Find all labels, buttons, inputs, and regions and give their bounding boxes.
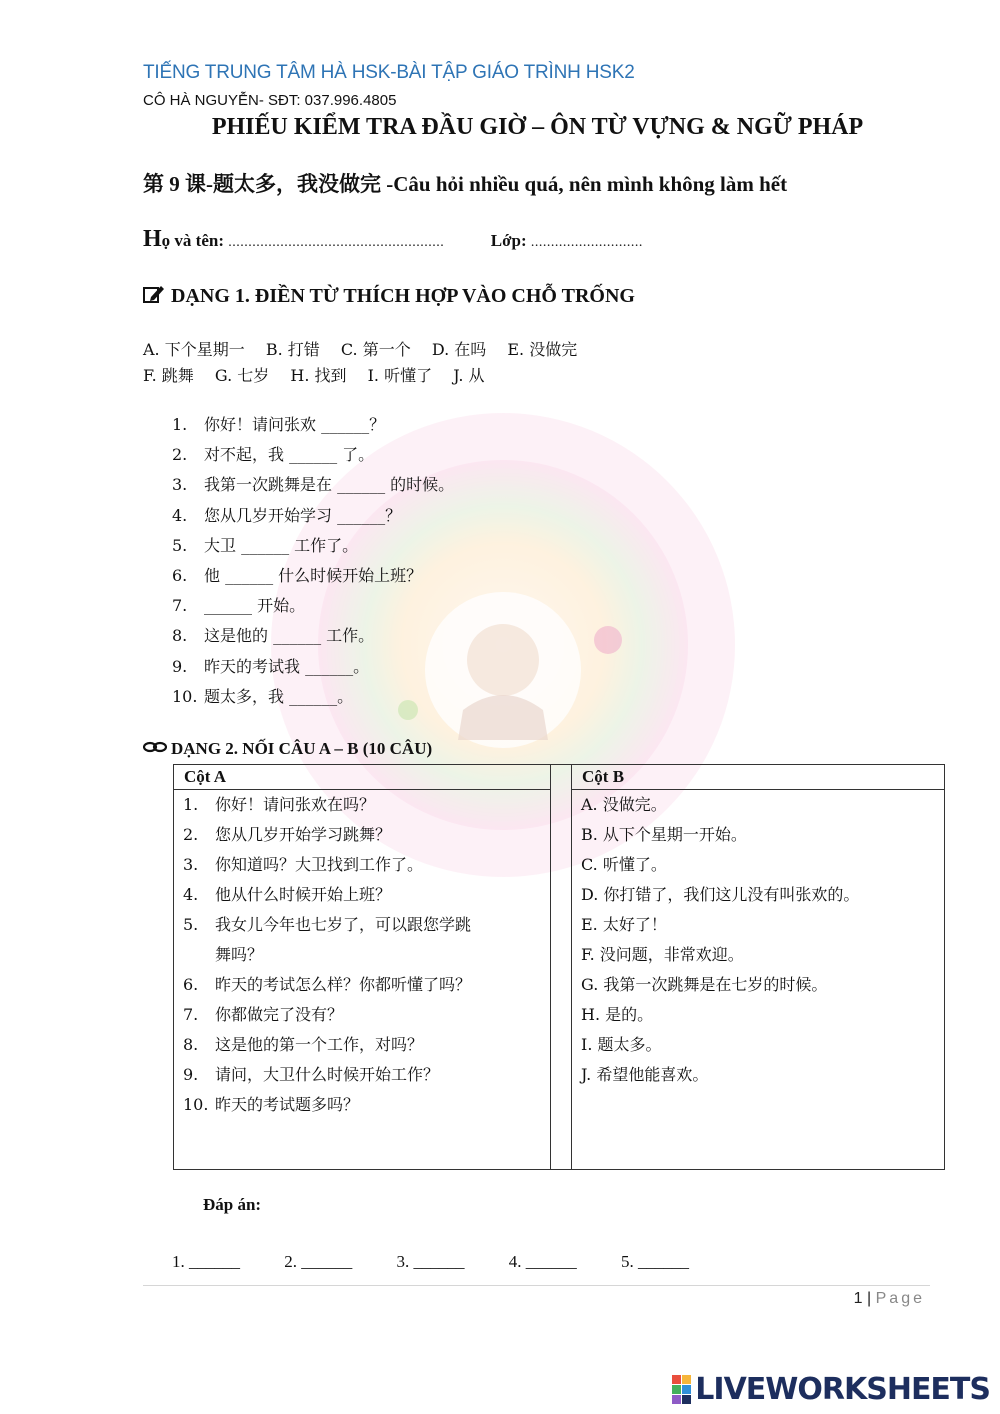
question-number: 9. (172, 656, 188, 676)
class-field[interactable]: ............................ (530, 235, 643, 250)
question-text: 你好！请问张欢 ______？ (204, 415, 386, 434)
question-number: 6. (172, 565, 188, 585)
match-item-b[interactable]: G. 我第一次跳舞是在七岁的时候。 (581, 975, 828, 994)
question-text: 这是他的 ______ 工作。 (204, 626, 375, 646)
match-item-a[interactable] (174, 1030, 550, 1060)
match-item-a[interactable] (174, 790, 550, 820)
footer-divider (143, 1285, 930, 1286)
question-item[interactable] (172, 440, 454, 470)
item-text: 这是他的第一个工作，对吗？ (215, 1035, 424, 1054)
name-label: ọ và tên: (161, 231, 229, 250)
match-item-b[interactable]: B. 从下个星期一开始。 (581, 825, 747, 844)
item-number: 3. (183, 855, 199, 874)
liveworksheets-logo[interactable] (672, 1372, 990, 1407)
question-number: 4. (172, 505, 188, 525)
item-text: 你好！请问张欢在吗？ (215, 795, 376, 814)
question-number: 10. (172, 686, 198, 706)
item-text: 你知道吗？大卫找到工作了。 (215, 855, 424, 874)
question-item[interactable] (172, 410, 454, 440)
lesson-title: 第 9 课-题太多，我没做完 -Câu hỏi nhiều quá, nên mình không làm hết (143, 172, 788, 196)
question-text: 我第一次跳舞是在 ______ 的时候。 (204, 475, 455, 495)
liveworksheets-brand: LIVEWORKSHEETS (695, 1372, 990, 1407)
matching-table (173, 764, 945, 1170)
question-item[interactable] (172, 501, 454, 531)
match-item-a[interactable] (174, 880, 550, 910)
question-text: 他 ______ 什么时候开始上班？ (204, 565, 423, 585)
item-number: 6. (183, 975, 199, 994)
question-text: 题太多，我 ______。 (204, 686, 354, 706)
item-text: 您从几岁开始学习跳舞？ (215, 825, 392, 844)
question-item[interactable] (172, 652, 454, 682)
option-e: E. 没做完 (507, 340, 578, 359)
name-label-initial: H (143, 226, 162, 252)
section1-title (143, 284, 635, 308)
column-spacer (551, 765, 572, 1170)
item-number: 8. (183, 1035, 199, 1054)
item-text: 昨天的考试题多吗？ (215, 1095, 360, 1114)
page-number (854, 1290, 925, 1308)
question-text: ______ 开始。 (204, 596, 306, 616)
match-item-b[interactable]: J. 希望他能喜欢。 (581, 1065, 709, 1084)
item-number: 9. (183, 1065, 199, 1084)
worksheet-title: PHIẾU KIỂM TRA ĐẦU GIỜ – ÔN TỪ VỰNG & NGỮ PHÁP (211, 114, 864, 140)
column-b-header: Cột B (572, 765, 945, 790)
class-label: Lớp: (490, 231, 531, 250)
item-number: 4. (183, 885, 199, 904)
page-separator: | (862, 1290, 876, 1307)
section1-title-text: DẠNG 1. ĐIỀN TỪ THÍCH HỢP VÀO CHỖ TRỐNG (171, 285, 635, 307)
answer-label: Đáp án: (203, 1195, 262, 1214)
link-icon (143, 741, 167, 753)
options-line-1 (143, 337, 593, 360)
match-item-a[interactable] (174, 1060, 550, 1090)
match-item-a[interactable] (174, 820, 550, 850)
option-f: F. 跳舞 (143, 366, 194, 385)
match-item-a[interactable] (174, 910, 550, 940)
item-text: 昨天的考试怎么样？你都听懂了吗？ (215, 975, 472, 994)
question-number: 2. (172, 445, 188, 465)
match-item-a-continuation: 舞吗？ (215, 945, 264, 964)
question-item[interactable] (172, 531, 454, 561)
answer-blank[interactable]: 5. ______ (621, 1252, 689, 1271)
answer-row (172, 1252, 729, 1272)
pencil-note-icon (143, 284, 165, 304)
option-j: J. 从 (453, 366, 485, 385)
center-name-header: TIẾNG TRUNG TÂM HÀ HSK-BÀI TẬP GIÁO TRÌNH HSK2 (143, 62, 635, 83)
question-number: 7. (172, 596, 188, 616)
option-h: H. 找到 (290, 366, 347, 385)
item-text: 我女儿今年也七岁了，可以跟您学跳 (215, 915, 472, 934)
name-field[interactable]: ...................................................... (228, 235, 445, 250)
item-number: 7. (183, 1005, 199, 1024)
item-number: 5. (183, 915, 199, 934)
item-number: 1. (183, 795, 199, 814)
match-item-b[interactable]: A. 没做完。 (581, 795, 667, 814)
option-i: I. 听懂了 (367, 366, 433, 385)
question-item[interactable] (172, 682, 454, 712)
option-c: C. 第一个 (340, 340, 411, 359)
question-number: 5. (172, 535, 188, 555)
match-item-b[interactable]: I. 题太多。 (581, 1035, 662, 1054)
column-a-list (174, 790, 551, 1170)
question-text: 昨天的考试我 ______。 (204, 656, 370, 676)
option-b: B. 打错 (265, 340, 320, 359)
page-word: Page (875, 1290, 925, 1307)
options-line-2 (143, 363, 501, 386)
match-item-a[interactable] (174, 1090, 550, 1120)
match-item-b[interactable]: D. 你打错了，我们这儿没有叫张欢的。 (581, 885, 860, 904)
column-a-header: Cột A (174, 765, 551, 790)
page-number-value: 1 (853, 1290, 863, 1307)
match-item-a[interactable] (174, 970, 550, 1000)
item-number: 10. (183, 1095, 209, 1114)
item-number: 2. (183, 825, 199, 844)
question-text: 您从几岁开始学习 ______？ (204, 505, 402, 525)
answer-blank[interactable]: 1. ______ (172, 1252, 240, 1271)
option-g: G. 七岁 (214, 366, 270, 385)
question-item[interactable] (172, 621, 454, 651)
question-number: 1. (172, 415, 188, 434)
fill-blank-questions (172, 410, 454, 712)
match-item-a[interactable] (174, 1000, 550, 1030)
section2-title-text: DẠNG 2. NỐI CÂU A – B (10 CÂU) (171, 739, 433, 758)
match-item-b[interactable]: E. 太好了！ (581, 915, 667, 934)
question-text: 大卫 ______ 工作了。 (204, 535, 359, 555)
liveworksheets-mark-icon (672, 1375, 691, 1404)
item-text: 请问，大卫什么时候开始工作？ (215, 1065, 440, 1084)
option-d: D. 在吗 (431, 340, 487, 359)
answer-blank[interactable]: 4. ______ (508, 1252, 577, 1271)
answer-blank[interactable]: 2. ______ (284, 1252, 353, 1271)
question-item[interactable] (172, 591, 454, 621)
item-text: 你都做完了没有？ (215, 1005, 344, 1024)
column-b-list (572, 790, 945, 1170)
answer-blank[interactable]: 3. ______ (396, 1252, 465, 1271)
match-item-b[interactable]: C. 听懂了。 (581, 855, 667, 874)
student-info-row (143, 226, 643, 253)
option-a: A. 下个星期一 (143, 340, 245, 359)
teacher-contact: CÔ HÀ NGUYỄN- SĐT: 037.996.4805 (143, 92, 397, 109)
item-text: 他从什么时候开始上班？ (215, 885, 392, 904)
section2-title (143, 739, 432, 759)
question-number: 3. (172, 475, 188, 495)
match-item-b[interactable]: F. 没问题，非常欢迎。 (581, 945, 744, 964)
match-item-b[interactable]: H. 是的。 (581, 1005, 654, 1024)
question-item[interactable] (172, 561, 454, 591)
match-item-a[interactable] (174, 850, 550, 880)
question-text: 对不起，我 ______ 了。 (204, 445, 375, 465)
question-item[interactable] (172, 470, 454, 500)
question-number: 8. (172, 626, 188, 646)
